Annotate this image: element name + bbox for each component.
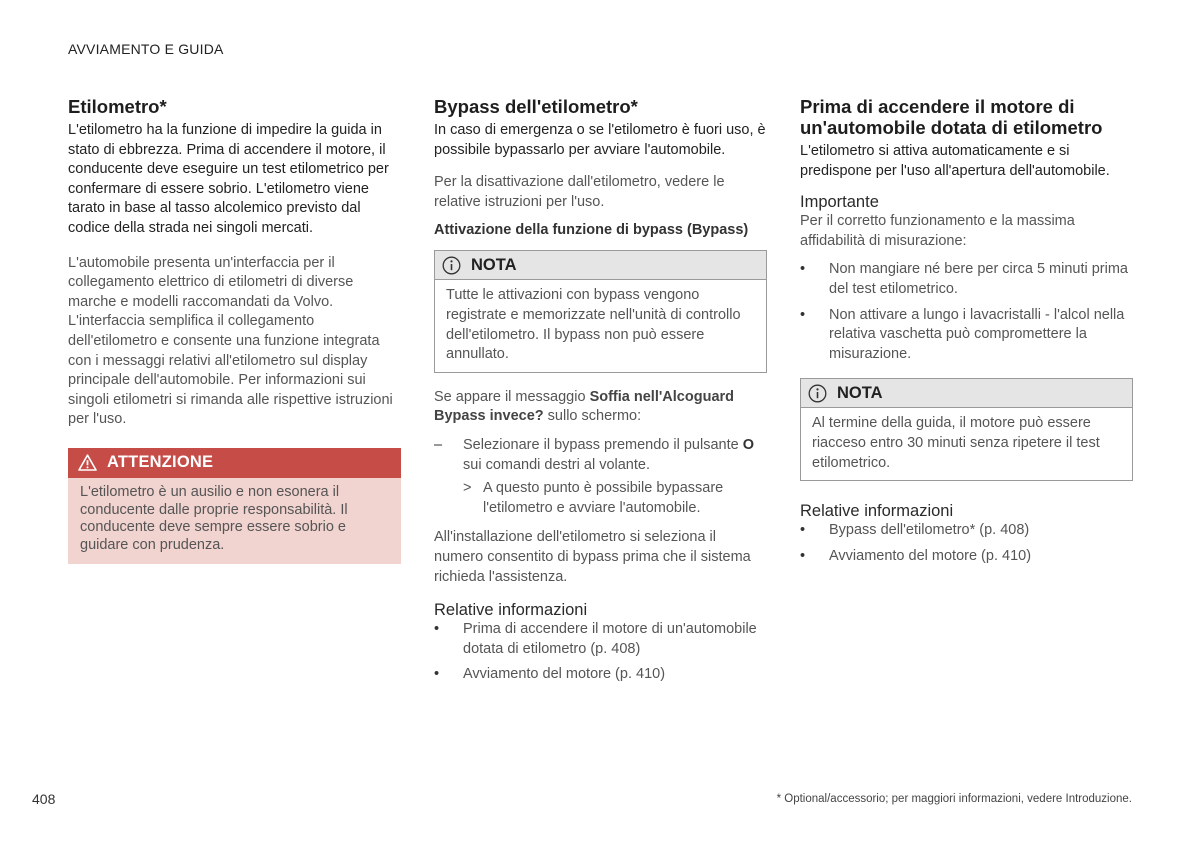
section-title-etilometro: Etilometro*: [68, 96, 167, 117]
bypass-step: [434, 436, 767, 475]
warning-box: [68, 448, 401, 564]
page-section-header: AVVIAMENTO E GUIDA: [68, 41, 224, 57]
step-text-end: sui comandi destri al volante.: [463, 456, 650, 473]
result-marker: >: [463, 480, 472, 497]
related-link-avviamento[interactable]: • Avviamento del motore (p. 410): [800, 547, 1133, 567]
info-icon: [808, 384, 827, 403]
related-list: [434, 620, 767, 685]
note-header: [801, 379, 1132, 408]
interface-paragraph: L'automobile presenta un'interfaccia per il collegamento elettrico di etilometri di diverse marche e modelli raccomandati da Volvo. L'interfaccia semplifica il collegamento dell'etilometro e consente una funzione integrata con i messaggi relativi all'etilometro sul display principale dell'automobile. Per informazioni sui singoli etilometri si rimanda alle rispettive istruzioni per l'uso.: [68, 254, 393, 428]
important-text: Per il corretto funzionamento e la massima affidabilità di misurazione:: [800, 213, 1075, 249]
o-button-label: O: [742, 436, 754, 453]
warning-triangle-icon: [78, 454, 97, 471]
warning-header: [68, 448, 401, 478]
column-prima-di-accendere: [800, 92, 1133, 566]
note-box-prima: [800, 378, 1133, 481]
bypass-activation-subheading: Attivazione della funzione di bypass (Bypass): [434, 222, 749, 239]
bullet-washer: • Non attivare a lungo i lavacristalli - l'alcol nella relativa vaschetta può compromettere la misurazione.: [800, 306, 1133, 365]
important-bullets: [800, 260, 1133, 364]
prima-intro: L'etilometro si attiva automaticamente e si predispone per l'uso all'apertura dell'automobile.: [800, 143, 1110, 179]
column-bypass: [434, 92, 767, 685]
installation-paragraph: All'installazione dell'etilometro si seleziona il numero consentito di bypass prima che il sistema richieda l'assistenza.: [434, 529, 751, 585]
message-paragraph: [434, 388, 767, 427]
note-box-bypass: [434, 250, 767, 372]
related-link-prima-di-accendere[interactable]: • Prima di accendere il motore di un'automobile dotata di etilometro (p. 408): [434, 620, 767, 659]
step-dash-marker: –: [434, 436, 443, 453]
step-text: Selezionare il bypass premendo il pulsante: [463, 436, 739, 453]
warning-title: ATTENZIONE: [107, 453, 214, 472]
bullet-no-food: • Non mangiare né bere per circa 5 minuti prima del test etilometrico.: [800, 260, 1133, 299]
footnote: * Optional/accessorio; per maggiori informazioni, vedere Introduzione.: [776, 793, 1132, 805]
note-title: NOTA: [837, 383, 883, 402]
note-text: Tutte le attivazioni con bypass vengono registrate e memorizzate nell'unità di controllo dell'etilometro. Il bypass non può essere annullato.: [446, 287, 741, 363]
section-title-prima-di-accendere: Prima di accendere il motore di un'automobile dotata di etilometro: [800, 96, 1103, 138]
page-number: 408: [32, 791, 56, 807]
info-icon: [442, 256, 461, 275]
bypass-deactivation-paragraph: Per la disattivazione dall'etilometro, vedere le relative istruzioni per l'uso.: [434, 174, 725, 210]
note-text: Al termine della guida, il motore può essere riacceso entro 30 minuti senza ripetere il test etilometrico.: [812, 415, 1100, 471]
note-title: NOTA: [471, 255, 517, 274]
intro-paragraph: L'etilometro ha la funzione di impedire la guida in stato di ebbrezza. Prima di accendere il motore, il conducente deve eseguire un test etilometrico per confermare di essere sobrio. L'etilometro viene tarato in base al tasso alcolemico previsto dal codice della strada nei singoli mercati.: [68, 122, 389, 236]
message-prefix: Se appare il messaggio: [434, 388, 586, 405]
related-list: [800, 521, 1133, 566]
bypass-result: [434, 479, 767, 518]
bypass-intro: In caso di emergenza o se l'etilometro è fuori uso, è possibile bypassarlo per avviare l'automobile.: [434, 122, 766, 158]
related-info-title: Relative informazioni: [800, 502, 954, 521]
related-link-avviamento[interactable]: • Avviamento del motore (p. 410): [434, 665, 767, 685]
column-etilometro: [68, 92, 401, 564]
related-link-bypass[interactable]: • Bypass dell'etilometro* (p. 408): [800, 521, 1133, 541]
note-header: [435, 251, 766, 280]
result-text: A questo punto è possibile bypassare l'etilometro e avviare l'automobile.: [483, 480, 724, 516]
section-title-bypass: Bypass dell'etilometro*: [434, 96, 638, 117]
warning-text: L'etilometro è un ausilio e non esonera il conducente dalle proprie responsabilità. Il conducente deve sempre essere sobrio e guidare con prudenza.: [80, 483, 348, 553]
related-info-title: Relative informazioni: [434, 601, 588, 620]
important-title: Importante: [800, 193, 879, 212]
message-suffix: sullo schermo:: [547, 408, 642, 425]
alcoguard-message: Soffia nell'Alcoguard Bypass invece?: [434, 388, 735, 425]
